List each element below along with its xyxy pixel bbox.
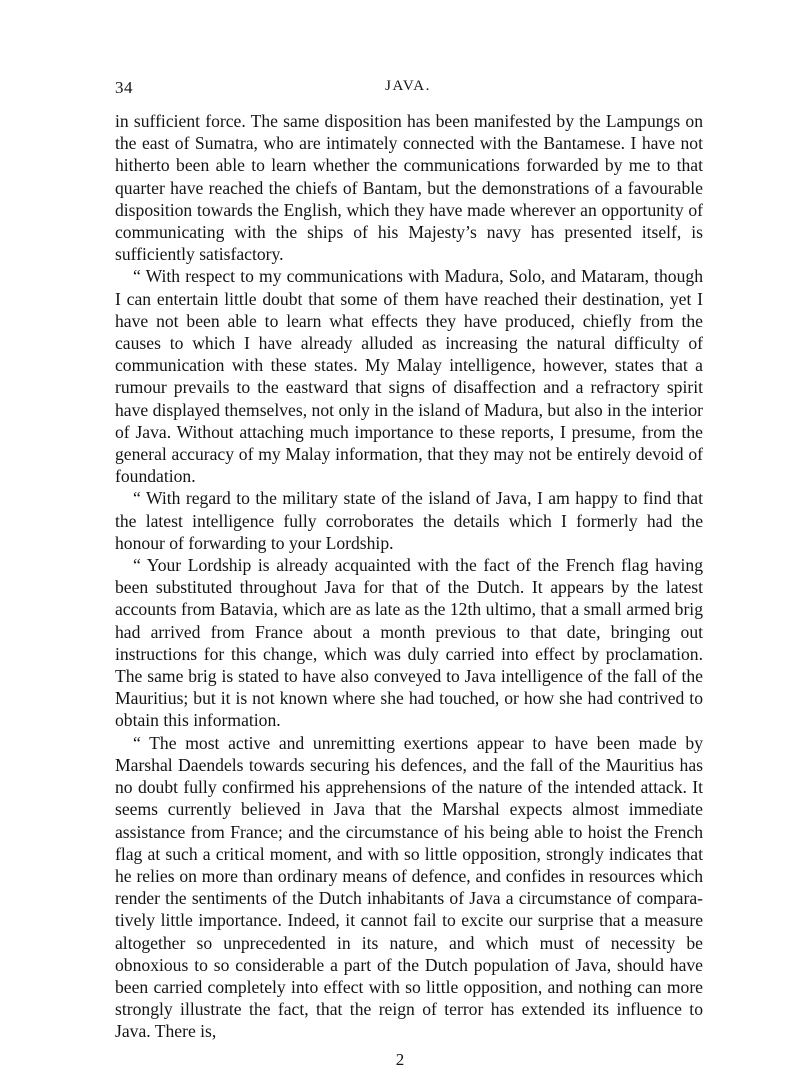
- paragraph-continuation: in sufficient force. The same disposition has been manifested by the Lampungs on the east of Sumatra, who are intimately connected with the Bantamese. I have not hitherto been able to learn whether the communications forwarded by me to that quarter have reached the chiefs of Bantam, but the demonstrations of a favourable disposition towards the English, which they have made wherever an opportunity of communicating with the ships of his Majesty’s navy has presented itself, is sufficiently satisfactory.: [115, 111, 703, 265]
- page-header: [115, 78, 701, 100]
- running-head: JAVA.: [385, 78, 431, 94]
- paragraph-daendels-defences: “ The most active and unremitting exertions appear to have been made by Marshal Daendels towards securing his defences, and the fall of the Mauritius has no doubt fully confirmed his apprehensions of the nature of the intended attack. It seems currently believed in Java that the Marshal expects almost immediate assistance from France; and the circumstance of his being able to hoist the French flag at such a critical moment, and with so little opposition, strongly indicates that he relies on more than ordinary means of defence, and confides in resources which render the sentiments of the Dutch inhabitants of Java a circumstance of comparatively little importance. Indeed, it cannot fail to excite our surprise that a measure altogether so unprecedented in its nature, and which must of necessity be obnoxious to so considerable a part of the Dutch population of Java, should have been carried completely into effect with so little opposition, and nothing can more strongly illustrate the fact, that the reign of terror has extended its influence to Java. There is,: [115, 732, 703, 1042]
- paragraph-french-flag: “ Your Lordship is already acquainted with the fact of the French flag having been substituted throughout Java for that of the Dutch. It appears by the latest accounts from Batavia, which are as late as the 12th ultimo, that a small armed brig had arrived from France about a month previous to that date, bringing out instructions for this change, which was duly carried into effect by proclamation. The same brig is stated to have also conveyed to Java intelligence of the fall of the Mauritius; but it is not known where she had touched, or how she had contrived to obtain this information.: [115, 555, 703, 731]
- body-text: [115, 110, 703, 1043]
- paragraph-military-state: “ With regard to the military state of the island of Java, I am happy to find that the latest intelligence fully corroborates the details which I formerly had the honour of forwarding to your Lordship.: [115, 488, 703, 553]
- paragraph-madura-communications: “ With respect to my communications with Madura, Solo, and Mataram, though I can entertain little doubt that some of them have reached their destination, yet I have not been able to learn what effects they have produced, chiefly from the causes to which I have already alluded as increasing the natural difficulty of communication with these states. My Malay intelligence, however, states that a rumour prevails to the eastward that signs of disaffection and a refractory spirit have displayed themselves, not only in the island of Madura, but also in the interior of Java. Without attaching much importance to these reports, I presume, from the general accuracy of my Malay information, that they may not be entirely devoid of foundation.: [115, 266, 703, 487]
- page-number: 34: [115, 78, 133, 97]
- signature-mark: 2: [395, 1050, 405, 1069]
